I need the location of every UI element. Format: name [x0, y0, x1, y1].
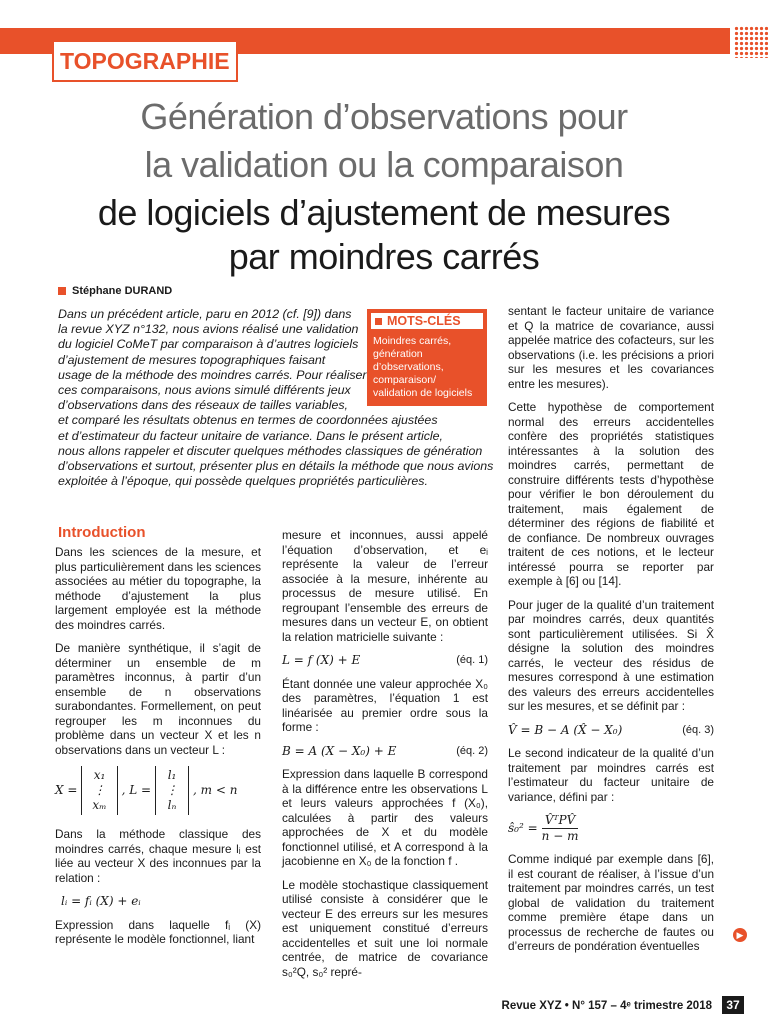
abstract-line: nous allons rappeler et discuter quelques méthodes classiques de génération: [58, 443, 483, 458]
paragraph: De manière synthétique, il s’agit de déterminer un ensemble de m paramètres inconnus, à partir d’un ensemble de n observations surabondantes. Formellement, on peut regrouper les m inconnues du problème dans un vecteur X et les n observations dans un vecteur L :: [55, 641, 261, 757]
equation-number: (éq. 1): [456, 654, 488, 666]
fraction-numerator: V̂ᵀPV̂: [542, 813, 578, 829]
abstract-line: exploitée à l’époque, qui possède quelques propriétés particulières.: [58, 474, 428, 489]
author-name: Stéphane DURAND: [72, 285, 173, 297]
abstract-line: usage de la méthode des moindres carrés. Pour réaliser: [58, 367, 367, 382]
paragraph: mesure et inconnues, aussi appelé l’équation d’observation, et eᵢ représente la valeur de l’erreur associée à la mesure, inhérente au processus de mesure utilisé. En regroupant l’ensemble des erreurs de mesures dans un vecteur E, on obtient la relation matricielle suivante :: [282, 528, 488, 644]
paragraph: Comme indiqué par exemple dans [6], il est courant de réaliser, à l’issue d’un traitement par moindres carrés, un test global de validation du traitement comme première étape dans un processus de recherche de fautes ou d’erreurs de pondération éventuelles: [508, 852, 714, 953]
title-line-2: la validation ou la comparaison: [144, 144, 624, 185]
abstract-line: Dans un précédent article, paru en 2012 (cf. [9]) dans: [58, 307, 352, 321]
abstract-line: d’observations et surtout, présenter plus en détails la méthode que nous avions: [58, 459, 494, 474]
abstract-line: d’observations dans des réseaux de tailles variables,: [58, 398, 348, 413]
paragraph: Le second indicateur de la qualité d’un traitement par moindres carrés est l’estimateur du facteur unitaire de variance, défini par :: [508, 746, 714, 804]
paragraph: Expression dans laquelle B correspond à la différence entre les observations L et leurs valeurs approchées f (X₀), calculées à partir des valeurs approchées de X et du modèle fonctionnel utilisé, et A correspond à la jacobienne en X₀ de la fonction f .: [282, 767, 488, 868]
vector-entry: lₙ: [167, 798, 177, 812]
keyword: Moindres carrés,: [373, 335, 452, 347]
vector-l: [155, 766, 189, 815]
vector-definition: [55, 766, 261, 815]
title-line-1: Génération d’observations pour: [140, 96, 628, 137]
keyword: génération: [373, 348, 423, 360]
section-rubric: TOPOGRAPHIE: [52, 40, 238, 82]
equation-observation: [55, 894, 261, 909]
column-3: [508, 304, 714, 963]
footer-journal: Revue XYZ • N° 157 – 4ᵉ trimestre 2018: [501, 1000, 712, 1012]
keywords-heading: [370, 312, 484, 330]
paragraph: Dans la méthode classique des moindres carrés, chaque mesure lᵢ est liée au vecteur X des inconnues par la relation :: [55, 827, 261, 885]
equation-text: V̂ = B − A (X̂ − X₀): [508, 722, 623, 737]
equation-2: [282, 744, 488, 759]
equation-number: (éq. 3): [682, 723, 714, 736]
equation-text: lᵢ = fᵢ (X) + eᵢ: [61, 894, 141, 908]
abstract-line: ces comparaisons, nous avions simulé différents jeux: [58, 383, 351, 398]
column-1: [55, 545, 261, 956]
vector-x: [81, 766, 117, 815]
paragraph: Pour juger de la qualité d’un traitement par moindres carrés, deux quantités sont particulièrement utilisées. Si X̂ désigne la solution des moindres carrés, le vecteur des résidus de mesures correspond à une estimation des valeurs des erreurs accidentelles sur les mesures, et se définit par :: [508, 597, 714, 713]
vector-entry: x₁: [93, 768, 106, 782]
paragraph: Expression dans laquelle fᵢ (X) représente le modèle fonctionnel, liant: [55, 917, 261, 946]
equation-1: [282, 653, 488, 668]
vector-entry: ⋮: [166, 783, 179, 797]
keyword: validation de logiciels: [373, 387, 473, 399]
vector-entry: xₘ: [92, 798, 107, 812]
keywords-list: [367, 333, 487, 406]
page-number: 37: [722, 996, 744, 1014]
vector-entry: ⋮: [93, 783, 106, 797]
keywords-square-icon: [375, 318, 382, 325]
equation-text: L = f (X) + E: [282, 653, 361, 667]
keyword: comparaison/: [373, 374, 437, 386]
abstract-line: d’ajustement de mesures topographiques faisant: [58, 352, 326, 367]
abstract-line: et comparé les résultats obtenus en termes de coordonnées ajustées: [58, 413, 438, 428]
abstract-line: du logiciel CoMeT par comparaison à d’autres logiciels: [58, 337, 359, 352]
equation-variance-estimator: [508, 813, 714, 843]
column-2: [282, 528, 488, 988]
paragraph: Le modèle stochastique classiquement utilisé consiste à considérer que le vecteur E des erreurs sur les mesures est uniquement constitué d’erreurs accidentelles et suit une loi normale centrée, de matrice de covariance s₀²Q, s₀² repré-: [282, 877, 488, 979]
author-line: [58, 285, 172, 297]
section-heading-introduction: Introduction: [58, 524, 146, 541]
title-line-4: par moindres carrés: [228, 236, 540, 277]
equation-lhs: ŝ₀² =: [508, 820, 538, 835]
fraction-denominator: n − m: [541, 828, 579, 843]
continue-arrow-icon: ▶: [733, 928, 747, 942]
abstract-line: et d’estimateur du facteur unitaire de variance. Dans le présent article,: [58, 428, 443, 443]
matrix-lhs-l: , L =: [121, 783, 152, 798]
paragraph: Cette hypothèse de comportement normal des erreurs accidentelles confère des propriétés statistiques intéressantes à la solution des moindres carrés, permettant de construire différents tests d’hypothèse pour vérifier le bon déroulement du traitement, mais également de déterminer des régions de fiabilité et de confiance. De nombreux ouvrages traitent de ces notions, et le lecteur intéressé pourra se reporter par exemple à [6] ou [14].: [508, 400, 714, 588]
matrix-condition: , m < n: [193, 783, 238, 798]
header-dot-pattern: [734, 26, 768, 58]
paragraph: sentant le facteur unitaire de variance et Q la matrice de covariance, aussi appelée matrice des cofacteurs, sur les observations (i.e. les précisions a priori sur les mesures et les covariances entre les mesures).: [508, 304, 714, 391]
paragraph: Dans les sciences de la mesure, et plus particulièrement dans les sciences associées au métier du topographe, la méthode d’ajustement la plus largement employée est la méthode des moindres carrés.: [55, 545, 261, 632]
keyword: d’observations,: [373, 361, 444, 373]
paragraph: Étant donnée une valeur approchée X₀ des paramètres, l’équation 1 est linéarisée au premier ordre sous la forme :: [282, 676, 488, 734]
equation-3: [508, 723, 714, 738]
matrix-lhs-x: X =: [55, 783, 78, 798]
equation-text: B = A (X − X₀) + E: [282, 743, 397, 758]
keywords-box: [367, 309, 487, 406]
fraction: [542, 813, 579, 843]
equation-number: (éq. 2): [456, 744, 488, 757]
abstract-line: la revue XYZ n°132, nous avions réalisé une validation: [58, 322, 359, 337]
author-square-icon: [58, 287, 66, 295]
title-line-3: de logiciels d’ajustement de mesures: [97, 192, 671, 233]
keywords-heading-text: MOTS-CLÉS: [387, 314, 461, 328]
vector-entry: l₁: [167, 768, 177, 782]
